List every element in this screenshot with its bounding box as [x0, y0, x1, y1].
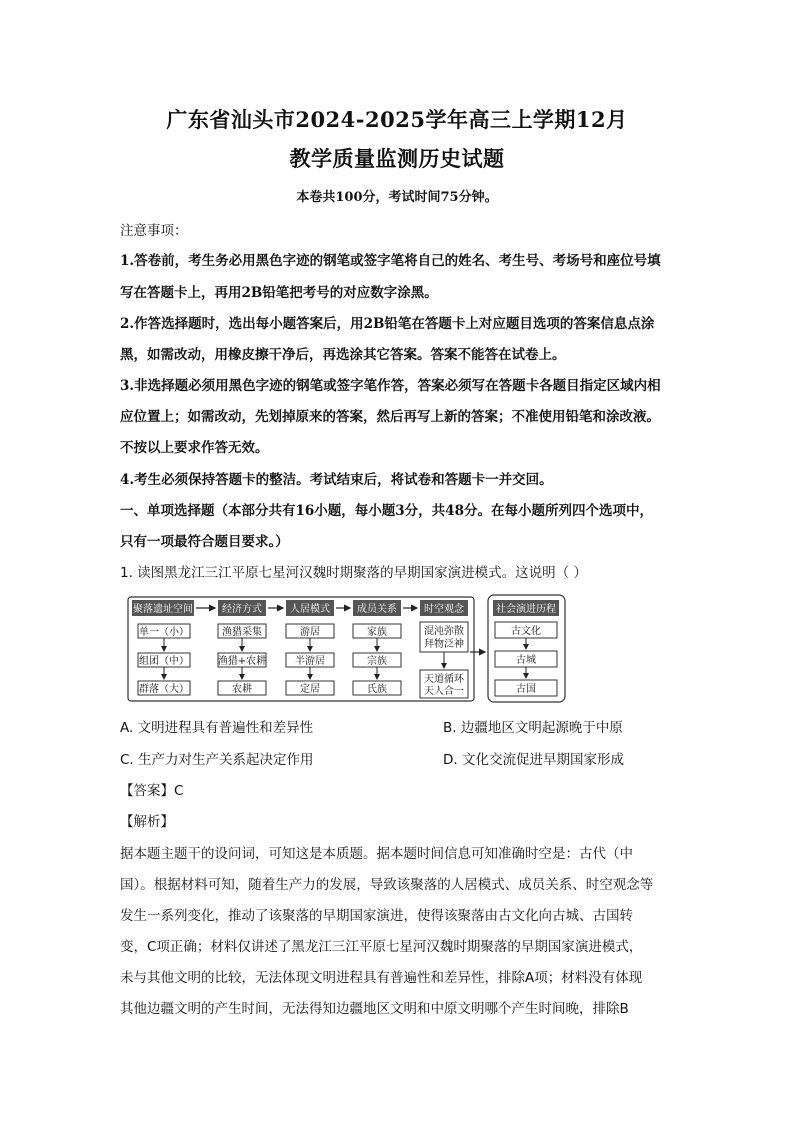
col3-item-3: 定居	[300, 684, 320, 695]
option-a: A. 文明进程具有普遍性和差异性	[120, 720, 314, 736]
analysis-line-1: 据本题主题干的设问词，可知这是本质题。据本题时间信息可知准确时空是：古代（中	[120, 846, 633, 862]
col2-item-3: 农耕	[232, 684, 252, 695]
col4-item-3: 氏族	[367, 684, 387, 695]
right-item-3: 古国	[516, 684, 536, 695]
col1-item-2: 组团（中）	[139, 656, 189, 667]
notice-line-5: 3.非选择题必须用黑色字迹的钢笔或签字笔作答，答案必须写在答题卡各题目指定区域内相	[120, 378, 661, 394]
col1-item-3: 群落（大）	[139, 684, 189, 695]
col2-item-2: 渔猎+农耕	[217, 656, 267, 667]
right-item-1: 古文化	[511, 626, 541, 637]
notice-line-3: 2.作答选择题时，选出每小题答案后，用2B铅笔在答题卡上对应题目选项的答案信息点涂	[120, 316, 655, 332]
option-c: C. 生产力对生产关系起决定作用	[120, 752, 314, 768]
col3-item-1: 游居	[300, 627, 320, 638]
notice-line-6: 应位置上；如需改动，先划掉原来的答案，然后再写上新的答案；不准使用铅笔和涂改液。	[120, 409, 660, 425]
analysis-line-4: 变，C项正确；材料仅讲述了黑龙江三江平原七星河汉魏时期聚落的早期国家演进模式，	[120, 939, 643, 955]
header-kinship: 成员关系	[357, 604, 397, 615]
col4-item-2: 宗族	[367, 656, 387, 667]
col5-bottom-line-1: 天道循环	[424, 674, 464, 685]
col5-top-line-2: 拜物泛神	[424, 639, 464, 650]
exam-title-line2: 教学质量监测历史试题	[289, 146, 505, 171]
header-settlement-space: 聚落遗址空间	[133, 604, 193, 615]
analysis-line-2: 国）。根据材料可知，随着生产力的发展，导致该聚落的人居模式、成员关系、时空观念等	[120, 877, 654, 893]
right-item-2: 古城	[516, 655, 536, 666]
col5-top-line-1: 混沌弥散	[424, 626, 464, 637]
col4-item-1: 家族	[367, 627, 387, 638]
header-economy: 经济方式	[222, 604, 262, 615]
notice-line-8: 4.考生必须保持答题卡的整洁。考试结束后，将试卷和答题卡一并交回。	[120, 472, 553, 488]
analysis-line-5: 未与其他文明的比较，无法体现文明进程具有普遍性和差异性，排除A项；材料没有体现	[120, 970, 643, 986]
section-heading-line1: 一、单项选择题（本部分共有16小题，每小题3分，共48分。在每小题所列四个选项中，	[120, 503, 653, 519]
option-d: D. 文化交流促进早期国家形成	[443, 752, 624, 768]
notice-line-4: 黑，如需改动，用橡皮擦干净后，再选涂其它答案。答案不能答在试卷上。	[120, 347, 566, 363]
notice-line-7: 不按以上要求作答无效。	[120, 440, 269, 456]
analysis-line-6: 其他边疆文明的产生时间，无法得知边疆地区文明和中原文明哪个产生时间晚，排除B	[120, 1001, 629, 1017]
header-spacetime: 时空观念	[424, 604, 464, 615]
col3-item-2: 半游居	[295, 656, 325, 667]
col1-item-1: 单一（小）	[139, 627, 189, 638]
notice-line-1: 1.答卷前，考生务必用黑色字迹的钢笔或签字笔将自己的姓名、考生号、考场号和座位号填	[120, 253, 661, 269]
header-social-evolution: 社会演进历程	[496, 604, 556, 615]
option-b: B. 边疆地区文明起源晚于中原	[443, 720, 623, 736]
analysis-line-3: 发生一系列变化，推动了该聚落的早期国家演进，使得该聚落由古文化向古城、古国转	[120, 908, 633, 924]
answer: 【答案】C	[120, 783, 184, 799]
header-habitation: 人居模式	[290, 604, 330, 615]
exam-title-line1: 广东省汕头市2024-2025学年高三上学期12月	[166, 107, 628, 132]
exam-info: 本卷共100分，考试时间75分钟。	[296, 190, 498, 205]
analysis-heading: 【解析】	[120, 814, 174, 830]
section-heading-line2: 只有一项最符合题目要求。）	[120, 534, 289, 550]
notice-line-2: 写在答题卡上，再用2B铅笔把考号的对应数字涂黑。	[120, 285, 438, 301]
col5-bottom-line-2: 天人合一	[424, 686, 464, 697]
notice-heading: 注意事项：	[120, 223, 188, 239]
col2-item-1: 渔猎采集	[222, 627, 262, 638]
settlement-evolution-diagram	[126, 592, 570, 704]
question-1-stem: 1. 读图黑龙江三江平原七星河汉魏时期聚落的早期国家演进模式。这说明（ ）	[120, 565, 587, 581]
